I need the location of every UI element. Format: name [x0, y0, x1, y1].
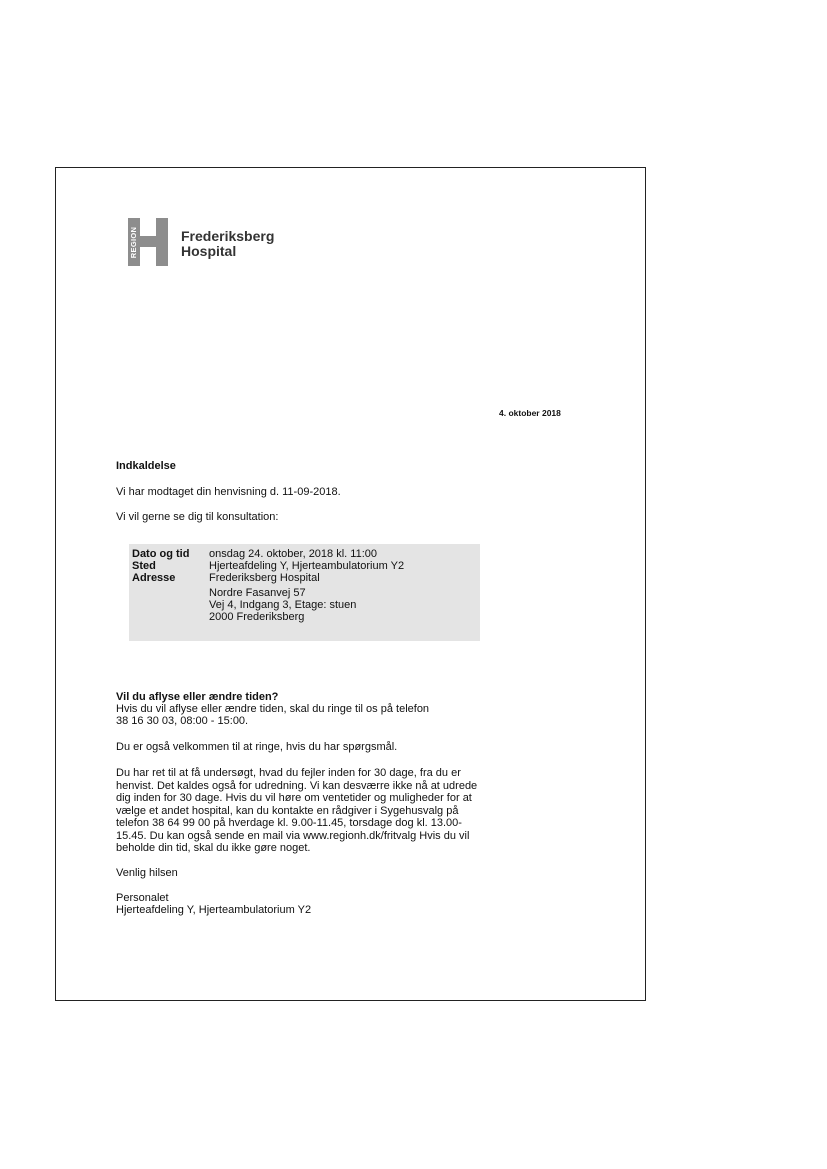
region-h-logo-icon: [128, 218, 168, 266]
hospital-name: [181, 229, 274, 259]
cancel-phone-line: 38 16 30 03, 08:00 - 15:00.: [116, 715, 249, 727]
letter-title: Indkaldelse: [116, 460, 176, 472]
place-value: Hjerteafdeling Y, Hjerteambulatorium Y2: [209, 560, 405, 572]
cancel-heading: Vil du aflyse eller ændre tiden?: [116, 691, 279, 703]
address-line: Frederiksberg Hospital: [209, 572, 320, 584]
cancel-text-line: Hvis du vil aflyse eller ændre tiden, skal du ringe til os på telefon: [116, 703, 430, 715]
address-label: Adresse: [132, 572, 176, 584]
place-label: Sted: [132, 560, 156, 572]
signature-department: Hjerteafdeling Y, Hjerteambulatorium Y2: [116, 904, 312, 916]
welcome-text: Du er også velkommen til at ringe, hvis du har spørgsmål.: [116, 741, 398, 753]
rights-line: vælge et andet hospital, kan du kontakte en rådgiver i Sygehusvalg på: [116, 804, 459, 817]
closing-text: Venlig hilsen: [116, 867, 178, 879]
hospital-name-line2: Hospital: [181, 243, 237, 259]
appointment-box: [129, 544, 480, 641]
date-label: Dato og tid: [132, 548, 190, 560]
rights-line: telefon 38 64 99 00 på hverdage kl. 9.00-11.45, torsdage dog kl. 13.00-: [116, 817, 462, 829]
address-line: 2000 Frederiksberg: [209, 611, 305, 623]
rights-line: 15.45. Du kan også sende en mail via www.regionh.dk/fritvalg Hvis du vil: [116, 829, 470, 842]
signature-staff: Personalet: [116, 892, 169, 904]
hospital-logo: [128, 218, 328, 266]
letter-page: [55, 167, 646, 1001]
rights-line: dig inden for 30 dage. Hvis du vil høre om ventetider og muligheder for at: [116, 792, 472, 804]
intro-referral: Vi har modtaget din henvisning d. 11-09-2018.: [116, 486, 341, 498]
date-value: onsdag 24. oktober, 2018 kl. 11:00: [209, 548, 377, 560]
logo-region-text: REGION: [129, 226, 139, 258]
address-line: Vej 4, Indgang 3, Etage: stuen: [209, 599, 357, 611]
rights-line: beholde din tid, skal du ikke gøre noget.: [116, 842, 311, 854]
hospital-name-line1: Frederiksberg: [181, 228, 275, 244]
rights-line: Du har ret til at få undersøgt, hvad du fejler inden for 30 dage, fra du er: [116, 767, 461, 779]
address-line: Nordre Fasanvej 57: [209, 587, 306, 599]
intro-consultation: Vi vil gerne se dig til konsultation:: [116, 511, 279, 523]
letter-date: 4. oktober 2018: [499, 408, 561, 418]
rights-line: henvist. Det kaldes også for udredning. Vi kan desværre ikke nå at udrede: [116, 779, 478, 792]
